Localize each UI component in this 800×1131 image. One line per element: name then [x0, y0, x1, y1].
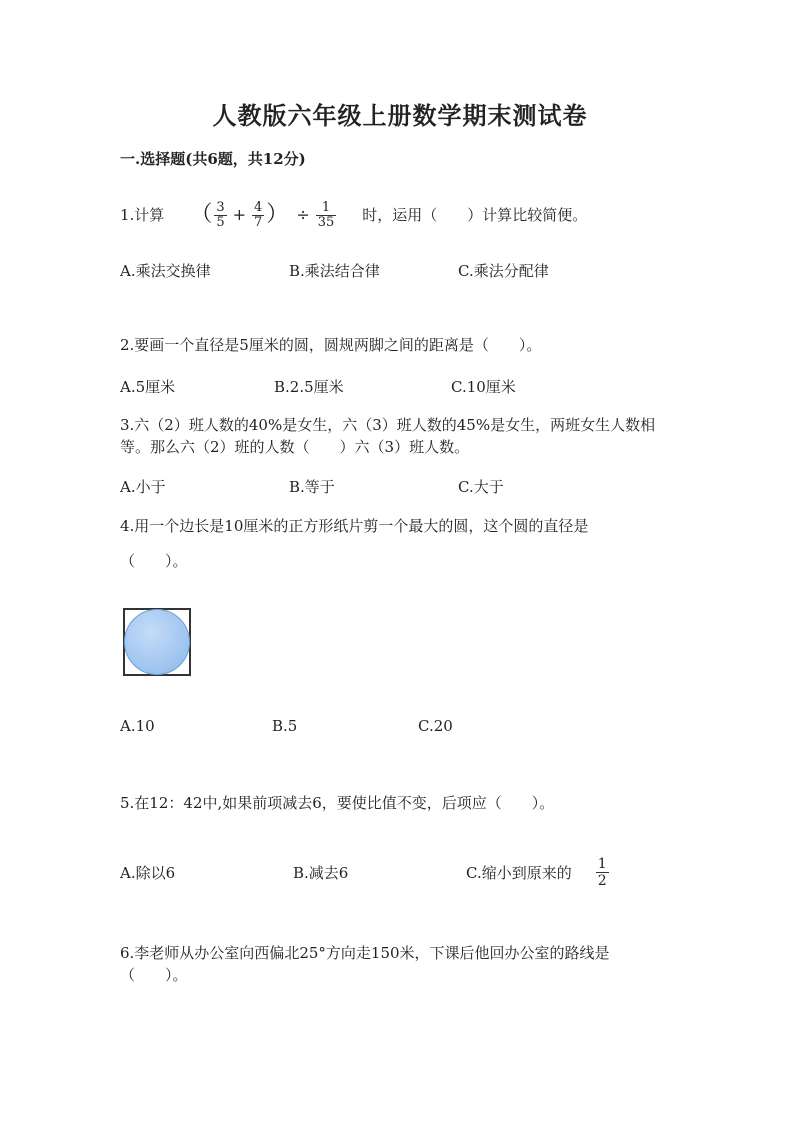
fraction-denominator: 2 — [597, 872, 607, 889]
question-1-suffix: 时，运用（ ）计算比较简便。 — [362, 206, 588, 224]
question-1 — [120, 198, 587, 232]
q3-option-b[interactable]: B.等于 — [289, 478, 335, 496]
fraction-denominator: 7 — [254, 214, 263, 230]
q5-option-b[interactable]: B.减去6 — [293, 864, 349, 882]
inscribed-circle — [124, 609, 190, 675]
square-with-circle-figure — [123, 608, 191, 676]
fraction-denominator: 35 — [317, 214, 335, 230]
divide-sign: ÷ — [296, 205, 310, 224]
fraction-numerator: 1 — [321, 199, 331, 215]
q2-option-a[interactable]: A.5厘米 — [120, 378, 176, 396]
q3-option-c[interactable]: C.大于 — [458, 478, 504, 496]
fraction-denominator: 5 — [216, 214, 225, 230]
left-paren: （ — [190, 202, 213, 227]
q4-option-a[interactable]: A.10 — [120, 717, 155, 735]
q2-option-b[interactable]: B.2.5厘米 — [274, 378, 344, 396]
q1-option-c[interactable]: C.乘法分配律 — [458, 262, 549, 280]
question-5: 5.在12：42中,如果前项减去6，要使比值不变，后项应（ ）。 — [120, 794, 555, 812]
q1-option-a[interactable]: A.乘法交换律 — [120, 262, 211, 280]
fraction-numerator: 3 — [216, 199, 225, 215]
question-6-line-2: （ ）。 — [120, 966, 188, 984]
right-paren: ） — [266, 202, 289, 227]
q4-option-b[interactable]: B.5 — [272, 717, 298, 735]
section-heading: 一.选择题(共6题，共12分) — [120, 150, 306, 168]
fraction-1-2 — [596, 856, 609, 889]
question-3-line-2: 等。那么六（2）班的人数（ ）六（3）班人数。 — [120, 438, 470, 456]
question-1-prefix: 1.计算 — [120, 206, 165, 224]
question-1-expression — [190, 201, 338, 230]
q2-option-c[interactable]: C.10厘米 — [451, 378, 516, 396]
fraction-1-35 — [316, 201, 337, 230]
q3-option-a[interactable]: A.小于 — [120, 478, 166, 496]
fraction-numerator: 4 — [254, 199, 263, 215]
q5-option-a[interactable]: A.除以6 — [120, 864, 176, 882]
question-4-line-1: 4.用一个边长是10厘米的正方形纸片剪一个最大的圆，这个圆的直径是 — [120, 517, 589, 535]
fraction-numerator: 1 — [597, 855, 607, 872]
fraction-4-7 — [252, 201, 264, 230]
q5-option-c-label: C.缩小到原来的 — [466, 863, 572, 882]
fraction-3-5 — [214, 201, 226, 230]
q4-option-c[interactable]: C.20 — [418, 717, 453, 735]
q5-option-c[interactable] — [466, 854, 611, 890]
question-6-line-1: 6.李老师从办公室向西偏北25°方向走150米，下课后他回办公室的路线是 — [120, 944, 610, 962]
question-2: 2.要画一个直径是5厘米的圆，圆规两脚之间的距离是（ ）。 — [120, 336, 542, 354]
question-4-line-2: （ ）。 — [120, 552, 188, 570]
page-title: 人教版六年级上册数学期末测试卷 — [212, 101, 588, 130]
plus-sign: + — [232, 205, 247, 224]
question-3-line-1: 3.六（2）班人数的40%是女生，六（3）班人数的45%是女生，两班女生人数相 — [120, 416, 656, 434]
q1-option-b[interactable]: B.乘法结合律 — [289, 262, 380, 280]
